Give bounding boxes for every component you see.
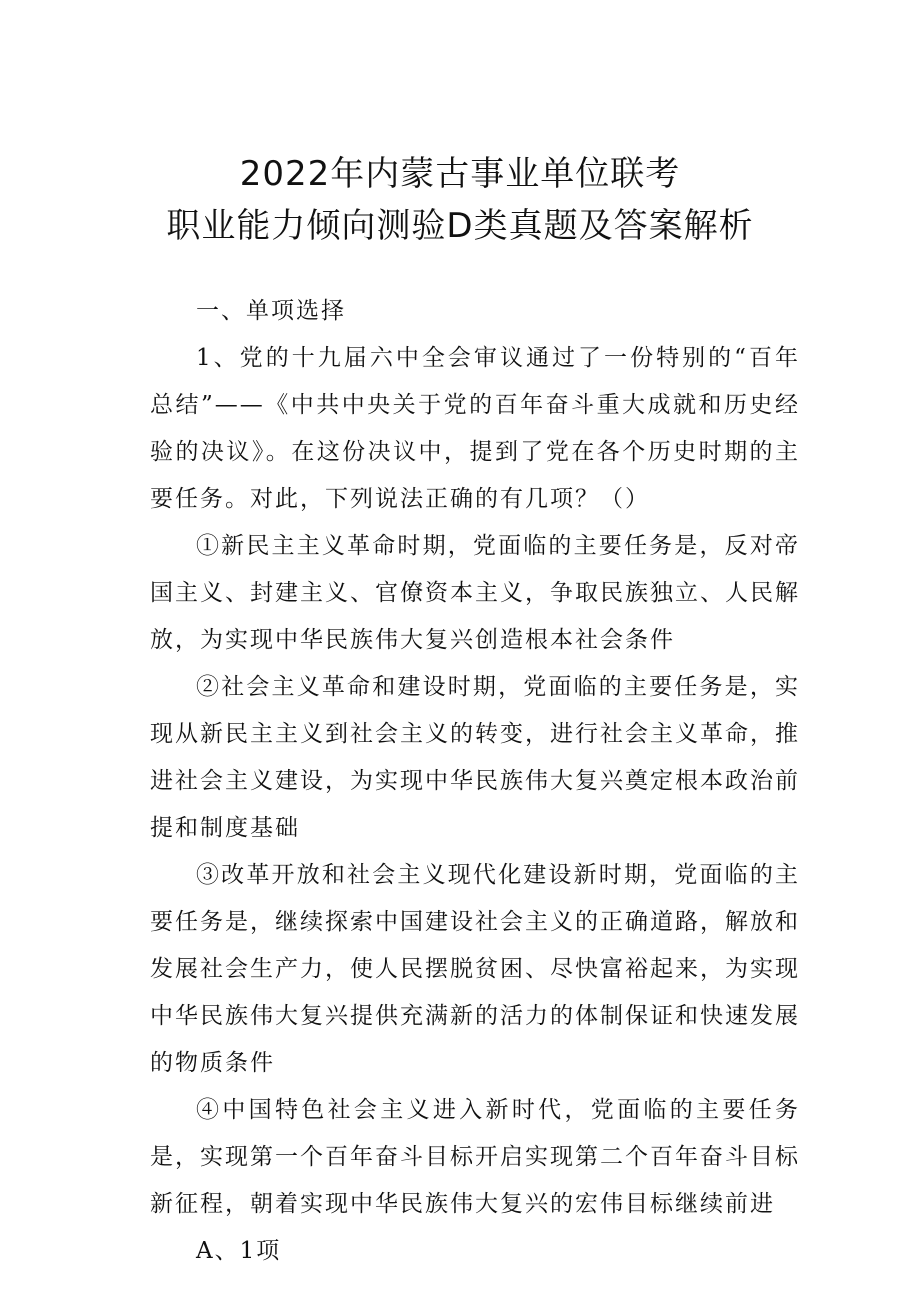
document-title [0,148,920,252]
statement-3: ③改革开放和社会主义现代化建设新时期，党面临的主要任务是，继续探索中国建设社会主义的正确道路，解放和发展社会生产力，使人民摆脱贫困、尽快富裕起来，为实现中华民族伟大复兴提供充满新的活力的体制保证和快速发展的物质条件 [150,862,800,1076]
statement-2: ②社会主义革命和建设时期，党面临的主要任务是，实现从新民主主义到社会主义的转变，进行社会主义革命，推进社会主义建设，为实现中华民族伟大复兴奠定根本政治前提和制度基础 [150,674,800,841]
document-body [150,288,800,1275]
statement-4: ④中国特色社会主义进入新时代，党面临的主要任务是，实现第一个百年奋斗目标开启实现第二个百年奋斗目标新征程，朝着实现中华民族伟大复兴的宏伟目标继续前进 [150,1097,800,1217]
title-line-1: 2022年内蒙古事业单位联考 [239,154,681,194]
question-stem: 1、党的十九届六中全会审议通过了一份特别的“百年总结”——《中共中央关于党的百年奋斗重大成就和历史经验的决议》。在这份决议中，提到了党在各个历史时期的主要任务。对此，下列说法正确的有几项？（） [150,345,800,512]
section-heading: 一、单项选择 [196,298,346,324]
title-line-2: 职业能力倾向测验D类真题及答案解析 [166,206,754,246]
option-a: A、1项 [196,1238,282,1264]
statement-1: ①新民主主义革命时期，党面临的主要任务是，反对帝国主义、封建主义、官僚资本主义，争取民族独立、人民解放，为实现中华民族伟大复兴创造根本社会条件 [150,533,800,653]
